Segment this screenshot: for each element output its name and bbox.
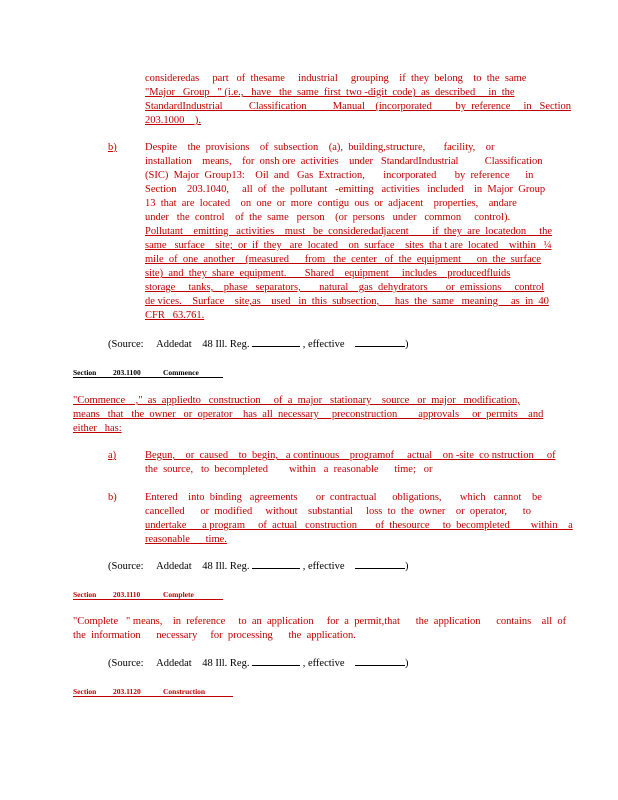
section-number: 203.1100 bbox=[113, 368, 141, 377]
section-label: Section bbox=[73, 368, 97, 377]
commence-line-2: means that the owner or operator has all necessary preconstruction approvals or permits and bbox=[73, 409, 544, 420]
effective-date-blank bbox=[355, 346, 405, 347]
commence-b-line-2: cancelled or modified without substantial loss to the owner or operator, to bbox=[145, 506, 531, 517]
section-title: Construction bbox=[163, 687, 206, 696]
item-b-line-6: under the control of the same person (or persons under common control). bbox=[145, 212, 511, 223]
effective-date-blank bbox=[355, 665, 405, 666]
source-prefix: (Source: bbox=[108, 339, 144, 350]
commence-b-line-3: undertake a program of actual construction of thesource to becompleted within a bbox=[145, 520, 573, 531]
source-prefix: (Source: bbox=[108, 561, 144, 572]
source-note-3 bbox=[108, 657, 408, 671]
section-underline bbox=[73, 696, 233, 697]
source-close: ) bbox=[404, 658, 409, 669]
intro-line-3: StandardIndustrial Classification Manual (incorporated by reference in Section bbox=[145, 101, 572, 112]
complete-line-2: the information necessary for processing the application. bbox=[73, 630, 356, 641]
commence-b-label: b) bbox=[108, 492, 117, 503]
source-effective: , effective bbox=[302, 658, 345, 669]
section-underline bbox=[73, 599, 223, 600]
intro-line-4: 203.1000 ). bbox=[145, 115, 201, 126]
item-b-label: b) bbox=[108, 142, 117, 153]
source-reg: 48 Ill. Reg. bbox=[202, 658, 250, 669]
reg-page-blank bbox=[252, 568, 300, 569]
source-effective: , effective bbox=[302, 561, 345, 572]
source-effective: , effective bbox=[302, 339, 345, 350]
commence-b-line-1: Entered into binding agreements or contractual obligations, which cannot be bbox=[145, 492, 542, 503]
item-b-line-1: Despite the provisions of subsection (a), building,structure, facility, or bbox=[145, 142, 495, 153]
commence-line-1: "Commence ," as appliedto construction of a major stationary source or major modification, bbox=[73, 395, 520, 406]
item-b-line-8: same surface site; or if they are located on surface sites tha t are located within ¼ bbox=[145, 240, 552, 251]
commence-a-line-1: Begun, or caused to begin, a continuous programof actual on -site co nstruction of bbox=[145, 450, 556, 461]
commence-a-label: a) bbox=[108, 450, 117, 461]
source-note-2 bbox=[108, 560, 408, 574]
section-label: Section bbox=[73, 687, 97, 696]
item-b-line-7: Pollutant emitting activities must be consideredadjacent if they are locatedon the bbox=[145, 226, 553, 237]
item-b-line-2: installation means, for onsh ore activities under StandardIndustrial Classification bbox=[145, 156, 543, 167]
commence-line-3: either has: bbox=[73, 423, 122, 434]
item-b-line-13: CFR 63.761. bbox=[145, 310, 205, 321]
source-added: Addedat bbox=[156, 561, 192, 572]
item-b-line-10: site) and they share equipment. Shared equipment includes producedfluids bbox=[145, 268, 511, 279]
section-number: 203.1110 bbox=[113, 590, 141, 599]
section-title: Complete bbox=[163, 590, 194, 599]
section-title: Commence bbox=[163, 368, 199, 377]
intro-line-2: "Major Group " (i.e., have the same first two -digit code) as described in the bbox=[145, 87, 515, 98]
commence-a-line-2: the source, to becompleted within a reasonable time; or bbox=[145, 464, 433, 475]
commence-b-line-4: reasonable time. bbox=[145, 534, 227, 545]
intro-line-1: consideredas part of thesame industrial grouping if they belong to the same bbox=[145, 73, 527, 84]
source-reg: 48 Ill. Reg. bbox=[202, 561, 250, 572]
source-added: Addedat bbox=[156, 658, 192, 669]
source-reg: 48 Ill. Reg. bbox=[202, 339, 250, 350]
reg-page-blank bbox=[252, 346, 300, 347]
item-b-line-4: Section 203.1040, all of the pollutant -emitting activities included in Major Group bbox=[145, 184, 546, 195]
source-close: ) bbox=[404, 339, 409, 350]
complete-line-1: "Complete " means, in reference to an application for a permit,that the application contains all of bbox=[73, 616, 567, 627]
source-prefix: (Source: bbox=[108, 658, 144, 669]
section-label: Section bbox=[73, 590, 97, 599]
item-b-line-11: storage tanks, phase separators, natural gas dehydrators or emissions control bbox=[145, 282, 545, 293]
section-number: 203.1120 bbox=[113, 687, 141, 696]
item-b-line-12: de vices. Surface site,as used in this subsection, has the same meaning as in 40 bbox=[145, 296, 549, 307]
item-b-line-3: (SIC) Major Group13: Oil and Gas Extraction, incorporated by reference in bbox=[145, 170, 534, 181]
item-b-line-5: 13 that are located on one or more contigu ous or adjacent properties, andare bbox=[145, 198, 517, 209]
reg-page-blank bbox=[252, 665, 300, 666]
item-b-line-9: mile of one another (measured from the center of the equipment on the surface bbox=[145, 254, 541, 265]
source-note-1 bbox=[108, 338, 408, 352]
source-added: Addedat bbox=[156, 339, 192, 350]
effective-date-blank bbox=[355, 568, 405, 569]
section-underline bbox=[73, 377, 223, 378]
source-close: ) bbox=[404, 561, 409, 572]
